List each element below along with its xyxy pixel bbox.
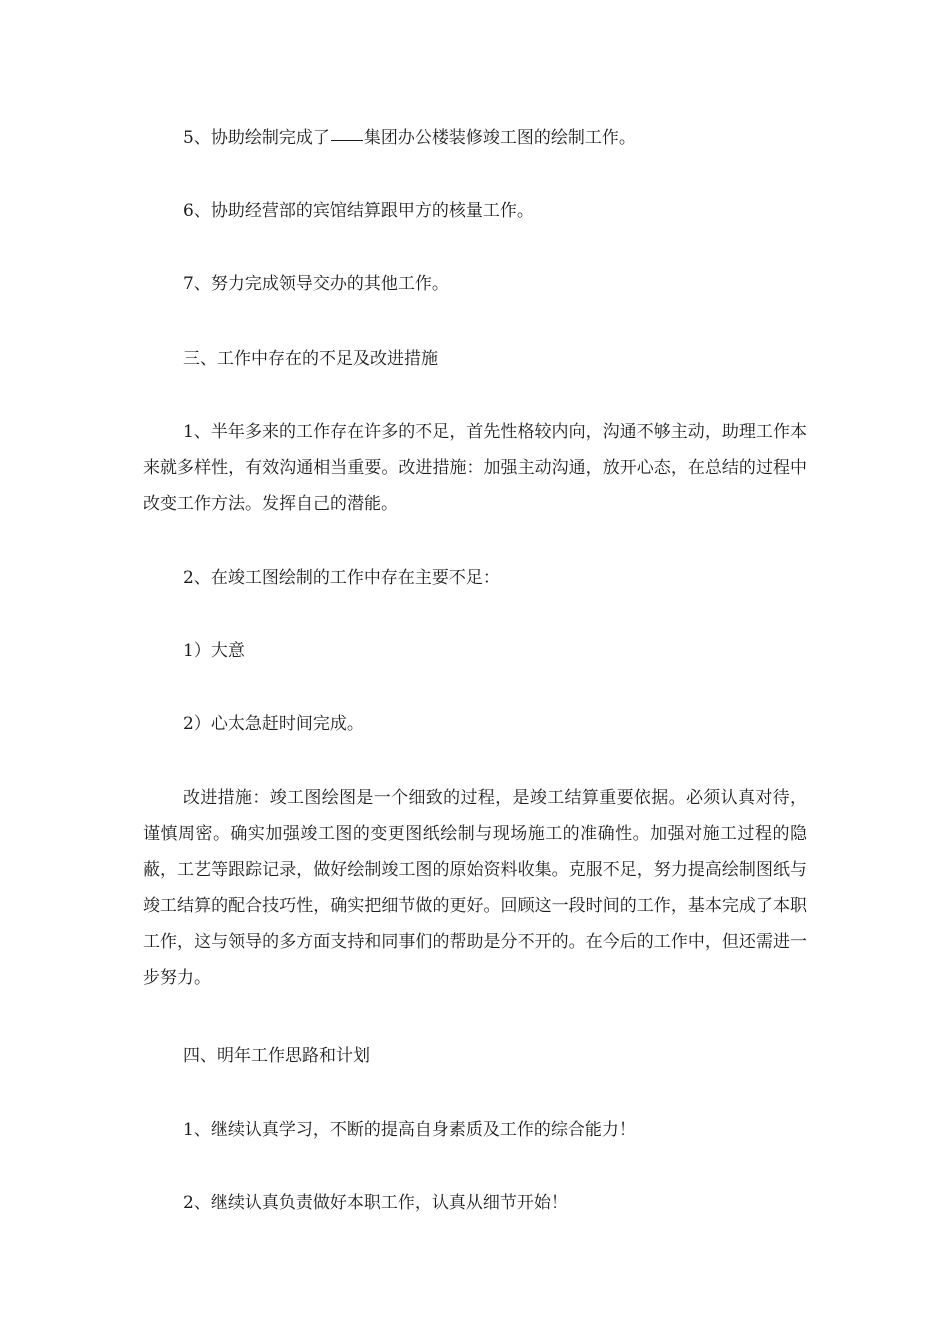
shortcoming-paragraph-2: 2、在竣工图绘制的工作中存在主要不足： xyxy=(183,568,500,588)
paragraph-item-6: 6、协助经营部的宾馆结算跟甲方的核量工作。 xyxy=(183,201,534,221)
shortcoming-subitem-2: 2）心太急赶时间完成。 xyxy=(183,714,364,734)
paragraph-item-7: 7、努力完成领导交办的其他工作。 xyxy=(183,274,449,294)
section-heading-3: 三、工作中存在的不足及改进措施 xyxy=(183,349,438,369)
improvement-paragraph: 改进措施：竣工图绘图是一个细致的过程，是竣工结算重要依据。必须认真对待，谨慎周密。确实加强竣工图的变更图纸绘制与现场施工的准确性。加强对施工过程的隐蔽，工艺等跟踪记录，做好绘制竣工图的原始资料收集。克服不足，努力提高绘制图纸与竣工结算的配合技巧性，确实把细节做的更好。回顾这一段时间的工作，基本完成了本职工作，这与领导的多方面支持和同事们的帮助是分不开的。在今后的工作中，但还需进一步努力。 xyxy=(143,788,807,988)
section-heading-4: 四、明年工作思路和计划 xyxy=(183,1046,370,1066)
plan-item-1: 1、继续认真学习，不断的提高自身素质及工作的综合能力！ xyxy=(183,1120,636,1140)
plan-item-2: 2、继续认真负责做好本职工作，认真从细节开始！ xyxy=(183,1193,568,1213)
shortcoming-paragraph-1: 1、半年多来的工作存在许多的不足，首先性格较内向，沟通不够主动，助理工作本来就多样性，有效沟通相当重要。改进措施：加强主动沟通，放开心态，在总结的过程中改变工作方法。发挥自己的潜能。 xyxy=(143,422,807,514)
fill-in-blank xyxy=(331,139,363,141)
paragraph-item-5-before: 5、协助绘制完成了 xyxy=(183,128,330,148)
shortcoming-subitem-1: 1）大意 xyxy=(183,641,245,661)
paragraph-item-5 xyxy=(143,120,807,156)
paragraph-item-5-after: 集团办公楼装修竣工图的绘制工作。 xyxy=(363,128,636,148)
